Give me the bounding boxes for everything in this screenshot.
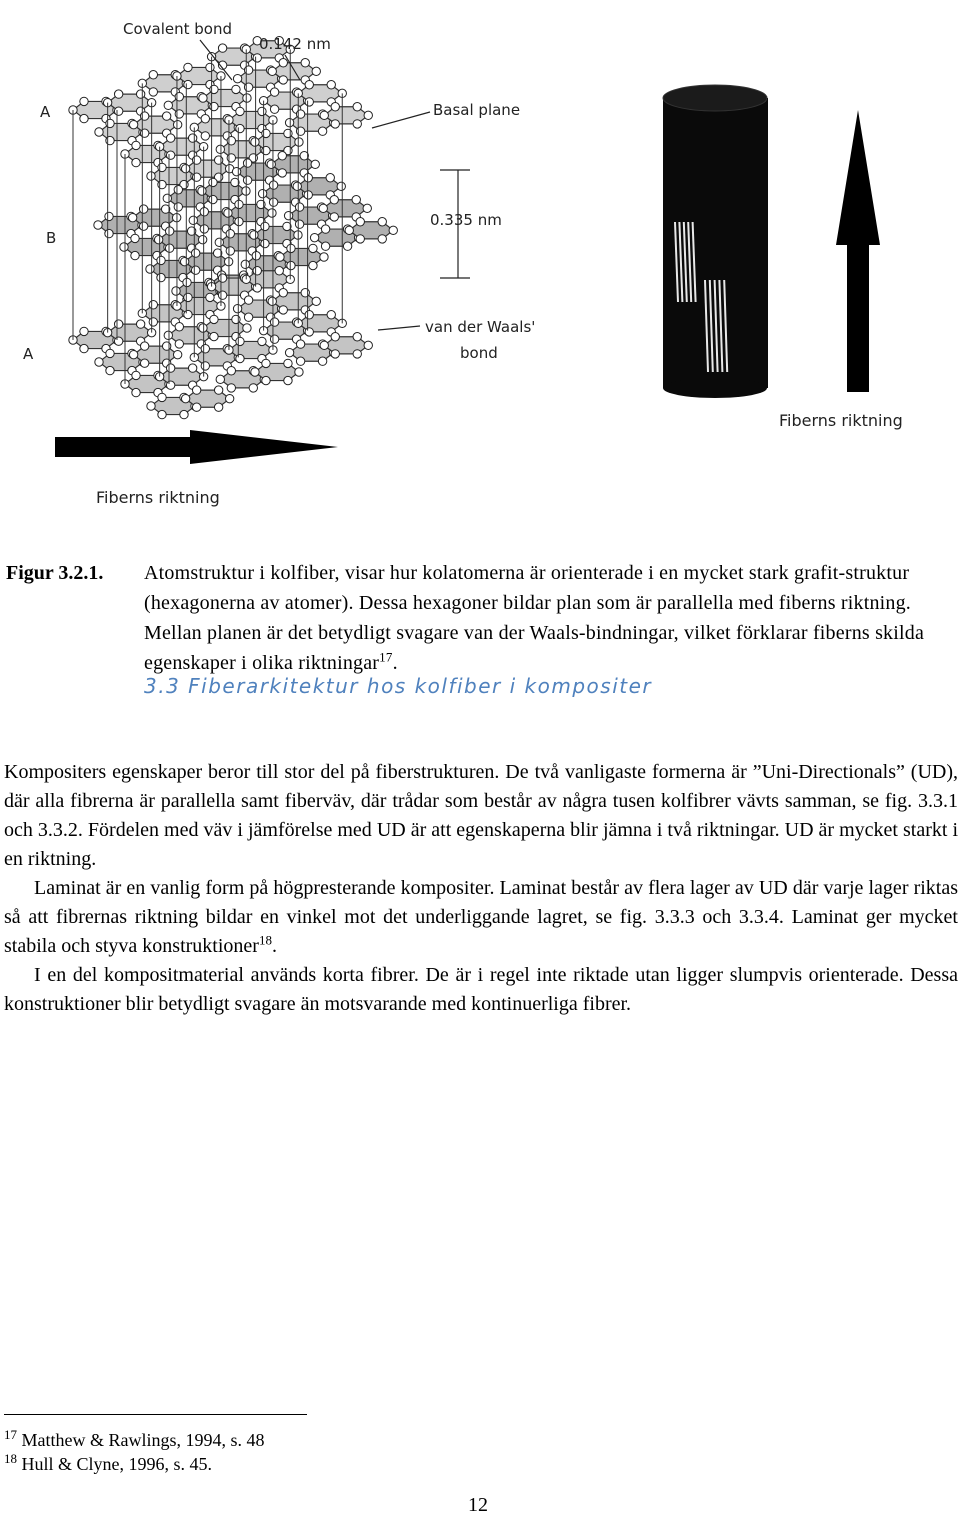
- carbon-atom: [279, 306, 287, 314]
- footnotes: [4, 1428, 265, 1476]
- carbon-atom: [184, 310, 192, 318]
- carbon-atom: [80, 344, 88, 352]
- carbon-atom: [216, 375, 224, 383]
- carbon-atom: [295, 368, 303, 376]
- carbon-atom: [80, 97, 88, 105]
- carbon-atom: [295, 138, 303, 146]
- carbon-atom: [312, 297, 320, 305]
- carbon-atom: [184, 80, 192, 88]
- carbon-atom: [140, 359, 148, 367]
- carbon-atom: [309, 261, 317, 269]
- graphite-lattice-icon: [0, 0, 960, 540]
- carbon-atom: [154, 235, 162, 243]
- carbon-atom: [227, 154, 235, 162]
- carbon-atom: [129, 120, 137, 128]
- carbon-atom: [261, 222, 269, 230]
- carbon-atom: [296, 340, 304, 348]
- carbon-atom: [353, 333, 361, 341]
- carbon-atom: [352, 196, 360, 204]
- carbon-atom: [331, 333, 339, 341]
- carbon-atom: [132, 158, 140, 166]
- carbon-atom: [296, 110, 304, 118]
- carbon-atom: [158, 410, 166, 418]
- carbon-atom: [200, 225, 208, 233]
- carbon-atom: [201, 345, 209, 353]
- carbon-atom: [114, 107, 122, 115]
- carbon-atom: [250, 231, 258, 239]
- carbon-atom: [105, 229, 113, 237]
- carbon-atom: [268, 67, 276, 75]
- carbon-atom: [235, 217, 243, 225]
- carbon-atom: [296, 127, 304, 135]
- carbon-atom: [157, 273, 165, 281]
- carbon-atom: [293, 182, 301, 190]
- carbon-atom: [158, 393, 166, 401]
- carbon-atom: [331, 103, 339, 111]
- carbon-atom: [389, 226, 397, 234]
- carbon-atom: [95, 128, 103, 136]
- body-text: [4, 758, 958, 1019]
- carbon-atom: [106, 136, 114, 144]
- carbon-atom: [136, 90, 144, 98]
- carbon-atom: [128, 213, 136, 221]
- carbon-atom: [201, 115, 209, 123]
- carbon-atom: [149, 301, 157, 309]
- van-der-waals-label-2: bond: [460, 344, 498, 362]
- carbon-atom: [136, 320, 144, 328]
- carbon-atom: [312, 67, 320, 75]
- carbon-atom: [164, 331, 172, 339]
- fiber-direction-label-right: Fiberns riktning: [779, 411, 903, 430]
- carbon-atom: [330, 213, 338, 221]
- carbon-atom: [164, 101, 172, 109]
- carbon-atom: [258, 337, 266, 345]
- carbon-atom: [356, 218, 364, 226]
- carbon-atom: [276, 253, 284, 261]
- footnote-ref-17[interactable]: 17: [379, 649, 393, 665]
- carbon-atom: [232, 315, 240, 323]
- carbon-atom: [253, 284, 261, 292]
- carbon-atom: [267, 160, 275, 168]
- figure-number: Figur 3.2.1.: [6, 562, 104, 584]
- carbon-atom: [188, 134, 196, 142]
- carbon-atom: [149, 318, 157, 326]
- carbon-atom: [253, 267, 261, 275]
- carbon-atom: [227, 384, 235, 392]
- fiber-direction-label-left: Fiberns riktning: [96, 488, 220, 507]
- carbon-atom: [235, 200, 243, 208]
- carbon-atom: [279, 76, 287, 84]
- carbon-atom: [206, 293, 214, 301]
- carbon-atom: [201, 362, 209, 370]
- layer-a-bottom-label: A: [23, 345, 34, 363]
- carbon-atom: [210, 315, 218, 323]
- carbon-atom: [363, 204, 371, 212]
- carbon-atom: [327, 81, 335, 89]
- carbon-atom: [181, 164, 189, 172]
- carbon-atom: [253, 54, 261, 62]
- layer-a-top-label: A: [40, 103, 51, 121]
- carbon-atom: [249, 384, 257, 392]
- carbon-atom: [244, 66, 252, 74]
- carbon-atom: [139, 205, 147, 213]
- carbon-atom: [321, 242, 329, 250]
- carbon-atom: [165, 227, 173, 235]
- carbon-atom: [356, 235, 364, 243]
- carbon-atom: [192, 386, 200, 394]
- carbon-atom: [199, 324, 207, 332]
- carbon-atom: [210, 85, 218, 93]
- carbon-atom: [320, 111, 328, 119]
- carbon-atom: [301, 59, 309, 67]
- carbon-atom: [120, 243, 128, 251]
- cylinder-bottom: [663, 378, 767, 398]
- carbon-atom: [244, 296, 252, 304]
- carbon-atom: [166, 134, 174, 142]
- carbon-atom: [243, 94, 251, 102]
- carbon-atom: [262, 146, 270, 154]
- carbon-atom: [95, 358, 103, 366]
- carbon-atom: [183, 278, 191, 286]
- bond-length-label: 0.142 nm: [259, 35, 331, 53]
- carbon-atom: [180, 257, 188, 265]
- carbon-atom: [140, 112, 148, 120]
- carbon-atom: [287, 261, 295, 269]
- carbon-atom: [198, 187, 206, 195]
- carbon-atom: [147, 172, 155, 180]
- carbon-atom: [331, 120, 339, 128]
- carbon-atom: [132, 388, 140, 396]
- carbon-atom: [305, 328, 313, 336]
- carbon-atom: [287, 244, 295, 252]
- carbon-atom: [106, 349, 114, 357]
- paragraph-3: I en del kompositmaterial används korta fibrer. De är i regel inte riktade utan ligger slumpvis orienterade. Dessa konstruktioner blir betydligt svagare än motsvarande med kontinuerliga fibrer.: [4, 964, 958, 1015]
- paragraph-1: Kompositers egenskaper beror till stor del på fiberstrukturen. De två vanligaste formerna är ”Uni-Directionals” (UD), där alla fibrerna är parallella samt fiberväv, där trådar som består av några tusen kolfibrer vävts samman, se fig. 3.3.1 och 3.3.2. Fördelen med väv i jämförelse med UD är att egenskaperna blir jämna i två riktningar. UD är mycket starkt i en riktning.: [4, 761, 958, 870]
- carbon-atom: [114, 337, 122, 345]
- carbon-atom: [243, 176, 251, 184]
- carbon-atom: [279, 59, 287, 67]
- carbon-atom: [200, 208, 208, 216]
- carbon-atom: [225, 394, 233, 402]
- section-heading: 3.3 Fiberarkitektur hos kolfiber i kompositer: [144, 674, 653, 698]
- page-number: 12: [468, 1494, 488, 1516]
- horizontal-arrow-icon: [55, 430, 338, 464]
- carbon-atom: [147, 402, 155, 410]
- carbon-atom: [270, 88, 278, 96]
- carbon-atom: [258, 107, 266, 115]
- carbon-atom: [158, 180, 166, 188]
- carbon-atom: [140, 129, 148, 137]
- carbon-atom: [285, 348, 293, 356]
- carbon-atom: [216, 145, 224, 153]
- carbon-atom: [284, 376, 292, 384]
- carbon-atom: [105, 212, 113, 220]
- carbon-atom: [106, 366, 114, 374]
- carbon-atom: [162, 112, 170, 120]
- carbon-atom: [192, 156, 200, 164]
- carbon-atom: [191, 266, 199, 274]
- paragraph-2: Laminat är en vanlig form på högpresterande kompositer. Laminat består av flera lager av UD där varje lager riktas så att fibrernas riktning bildar en vinkel mot det underliggande lagret, se fig. 3.3.3 och 3.3.4. Laminat ger mycket stabila och styva konstruktioner$^{18}$.: [4, 877, 958, 957]
- carbon-atom: [149, 88, 157, 96]
- carbon-atom: [166, 364, 174, 372]
- footnote-ref-18[interactable]: 18: [258, 932, 272, 948]
- carbon-atom: [244, 83, 252, 91]
- carbon-atom: [210, 332, 218, 340]
- carbon-atom: [80, 327, 88, 335]
- carbon-atom: [236, 354, 244, 362]
- carbon-atom: [184, 63, 192, 71]
- carbon-atom: [330, 196, 338, 204]
- carbon-atom: [236, 124, 244, 132]
- carbon-atom: [258, 189, 266, 197]
- carbon-atom: [284, 359, 292, 367]
- carbon-atom: [129, 350, 137, 358]
- basal-plane-label: Basal plane: [433, 101, 521, 119]
- carbon-atom: [262, 359, 270, 367]
- carbon-atom: [218, 44, 226, 52]
- carbon-atom: [301, 289, 309, 297]
- carbon-atom: [262, 129, 270, 137]
- carbon-atom: [227, 367, 235, 375]
- carbon-atom: [353, 350, 361, 358]
- carbon-atom: [233, 74, 241, 82]
- carbon-atom: [268, 209, 276, 217]
- van-der-waals-pointer: [378, 326, 420, 330]
- carbon-atom: [236, 107, 244, 115]
- carbon-atom: [321, 225, 329, 233]
- basal-plane-pointer: [372, 112, 430, 128]
- carbon-atom: [175, 110, 183, 118]
- carbon-atom: [227, 137, 235, 145]
- carbon-atom: [284, 129, 292, 137]
- carbon-atom: [181, 394, 189, 402]
- carbon-atom: [114, 320, 122, 328]
- carbon-atom: [149, 71, 157, 79]
- carbon-atom: [232, 85, 240, 93]
- carbon-atom: [337, 182, 345, 190]
- carbon-atom: [209, 195, 217, 203]
- carbon-atom: [295, 220, 303, 228]
- carbon-atom: [305, 81, 313, 89]
- carbon-atom: [243, 324, 251, 332]
- carbon-atom: [364, 341, 372, 349]
- carbon-atom: [285, 118, 293, 126]
- carbon-atom: [157, 256, 165, 264]
- carbon-atom: [319, 204, 327, 212]
- carbon-atom: [165, 244, 173, 252]
- carbon-atom: [270, 335, 278, 343]
- cylinder-body: [663, 98, 768, 388]
- carbon-atom: [80, 114, 88, 122]
- footnote-18: $^{18}$ Hull & Clyne, 1996, s. 45.: [4, 1451, 213, 1474]
- carbon-atom: [173, 350, 181, 358]
- carbon-atom: [318, 127, 326, 135]
- carbon-atom: [261, 239, 269, 247]
- carbon-atom: [345, 226, 353, 234]
- carbon-atom: [214, 156, 222, 164]
- layer-spacing-label: 0.335 nm: [430, 211, 502, 229]
- carbon-atom: [309, 244, 317, 252]
- carbon-atom: [268, 297, 276, 305]
- carbon-atom: [173, 120, 181, 128]
- carbon-atom: [224, 209, 232, 217]
- carbon-atom: [278, 152, 286, 160]
- carbon-atom: [201, 132, 209, 140]
- carbon-atom: [163, 194, 171, 202]
- covalent-bond-label: Covalent bond: [123, 20, 232, 38]
- footnote-17: $^{17}$ Matthew & Rawlings, 1994, s. 48: [4, 1427, 265, 1450]
- carbon-atom: [251, 368, 259, 376]
- carbon-atom: [106, 119, 114, 127]
- carbon-atom: [269, 198, 277, 206]
- carbon-atom: [146, 265, 154, 273]
- carbon-atom: [192, 403, 200, 411]
- carbon-atom: [305, 311, 313, 319]
- carbon-atom: [311, 160, 319, 168]
- carbon-atom: [310, 233, 318, 241]
- carbon-atom: [180, 410, 188, 418]
- figure-caption-text: Atomstruktur i kolfiber, visar hur kolatomerna är orienterade i en mycket stark grafit-struktur (hexagonerna av atomer). Dessa hexagoner bildar plan som är parallella med fiberns riktning. Mellan planen är det betydligt svagare van der Waals-bindningar, vilket förklarar fiberns skilda egenskaper i olika riktningar$^{17}$.: [144, 562, 925, 674]
- carbon-fiber-cylinder-icon: [663, 85, 768, 398]
- carbon-atom: [269, 181, 277, 189]
- carbon-atom: [304, 174, 312, 182]
- carbon-atom: [236, 337, 244, 345]
- carbon-atom: [284, 211, 292, 219]
- carbon-atom: [327, 311, 335, 319]
- carbon-atom: [114, 90, 122, 98]
- carbon-atom: [305, 98, 313, 106]
- carbon-atom: [318, 357, 326, 365]
- carbon-atom: [378, 218, 386, 226]
- carbon-atom: [166, 151, 174, 159]
- carbon-atom: [296, 357, 304, 365]
- carbon-atom: [233, 304, 241, 312]
- carbon-atom: [174, 203, 182, 211]
- carbon-atom: [215, 238, 223, 246]
- carbon-atom: [166, 381, 174, 389]
- carbon-atom: [304, 191, 312, 199]
- carbon-atom: [241, 260, 249, 268]
- figure-3-2-1: [0, 0, 960, 540]
- carbon-atom: [275, 267, 283, 275]
- carbon-atom: [243, 159, 251, 167]
- carbon-atom: [184, 293, 192, 301]
- carbon-atom: [232, 167, 240, 175]
- carbon-atom: [131, 234, 139, 242]
- carbon-atom: [210, 102, 218, 110]
- carbon-atom: [158, 163, 166, 171]
- carbon-atom: [214, 403, 222, 411]
- carbon-atom: [251, 138, 259, 146]
- carbon-atom: [279, 289, 287, 297]
- carbon-atom: [192, 173, 200, 181]
- carbon-atom: [139, 222, 147, 230]
- carbon-atom: [175, 340, 183, 348]
- carbon-atom: [244, 313, 252, 321]
- carbon-atom: [226, 230, 234, 238]
- carbon-atom: [132, 371, 140, 379]
- layer-b-label: B: [46, 229, 57, 247]
- carbon-atom: [214, 386, 222, 394]
- carbon-atom: [189, 216, 197, 224]
- van-der-waals-label: van der Waals': [425, 318, 536, 336]
- carbon-atom: [262, 376, 270, 384]
- carbon-atom: [209, 178, 217, 186]
- carbon-atom: [364, 111, 372, 119]
- carbon-atom: [218, 291, 226, 299]
- carbon-atom: [162, 342, 170, 350]
- carbon-atom: [218, 274, 226, 282]
- carbon-atom: [278, 169, 286, 177]
- cylinder-top: [663, 85, 767, 111]
- carbon-atom: [226, 247, 234, 255]
- carbon-atom: [252, 252, 260, 260]
- carbon-atom: [131, 251, 139, 259]
- carbon-atom: [320, 253, 328, 261]
- carbon-atom: [199, 94, 207, 102]
- carbon-atom: [94, 221, 102, 229]
- carbon-atom: [198, 235, 206, 243]
- carbon-atom: [188, 364, 196, 372]
- carbon-atom: [353, 120, 361, 128]
- carbon-atom: [353, 103, 361, 111]
- carbon-atom: [270, 318, 278, 326]
- carbon-atom: [175, 323, 183, 331]
- carbon-atom: [132, 141, 140, 149]
- carbon-atom: [320, 341, 328, 349]
- vertical-arrow-icon: [836, 110, 880, 392]
- carbon-atom: [343, 242, 351, 250]
- carbon-atom: [191, 249, 199, 257]
- carbon-atom: [378, 235, 386, 243]
- carbon-atom: [331, 350, 339, 358]
- footnote-divider: [4, 1414, 307, 1415]
- carbon-atom: [174, 186, 182, 194]
- carbon-atom: [326, 174, 334, 182]
- carbon-atom: [140, 342, 148, 350]
- carbon-atom: [172, 287, 180, 295]
- carbon-atom: [295, 203, 303, 211]
- carbon-atom: [206, 63, 214, 71]
- carbon-atom: [270, 105, 278, 113]
- carbon-atom: [175, 93, 183, 101]
